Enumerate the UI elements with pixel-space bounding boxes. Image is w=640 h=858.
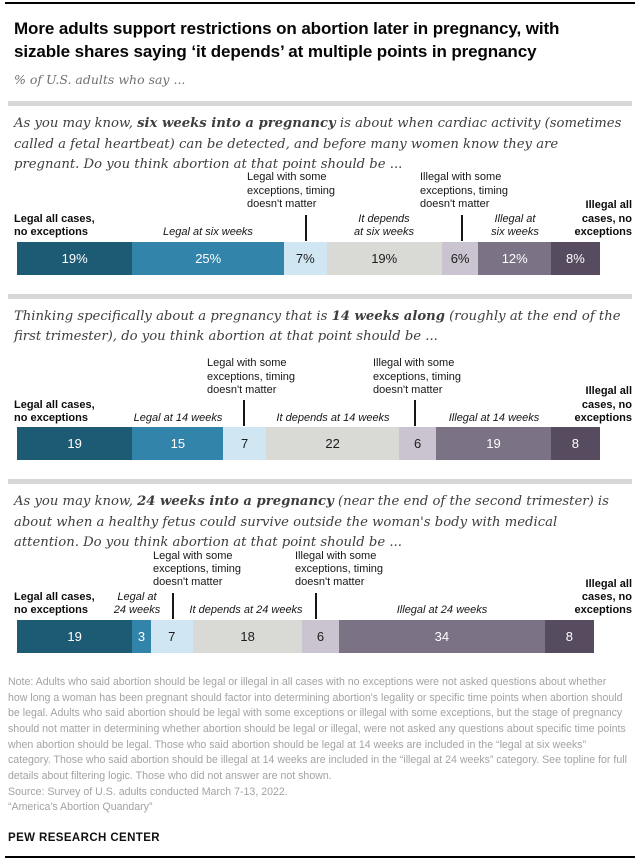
bar-segment: [151, 620, 193, 653]
label-line: Legal all cases,: [14, 398, 95, 411]
bar-segment: [132, 620, 150, 653]
bar-segment: [132, 242, 284, 275]
label-line: exceptions, timing: [420, 184, 509, 197]
label-line: It depends at 24 weeks: [189, 604, 303, 617]
question-section: [0, 294, 640, 461]
bar-category-label: [163, 226, 253, 239]
report-title-text: “America's Abortion Quandary”: [8, 801, 153, 814]
label-line: doesn't matter: [207, 384, 277, 397]
bar-category-label: [373, 357, 461, 397]
label-line: Illegal at 24 weeks: [396, 604, 488, 617]
segment-value: 25%: [195, 250, 222, 266]
label-line: no exceptions: [14, 604, 88, 617]
label-pointer-tick: [305, 215, 307, 241]
bar-category-label: [247, 171, 335, 211]
question-fragment: As you may know,: [14, 116, 138, 132]
bar-category-label: [295, 550, 383, 590]
segment-value: 6: [413, 436, 422, 452]
chart-sections: [0, 101, 640, 653]
bar-category-label: [575, 578, 632, 618]
label-line: six weeks: [491, 226, 539, 239]
segment-value: 8: [571, 436, 580, 452]
bar-segment: [17, 427, 132, 460]
label-line: Legal with some: [207, 357, 287, 370]
bar-category-label: [420, 171, 508, 211]
stacked-bar: [17, 242, 640, 275]
bar-category-label: [575, 199, 632, 239]
bar-category-label: [114, 591, 160, 618]
label-line: Illegal with some: [295, 549, 377, 562]
segment-value: 6: [316, 628, 325, 644]
label-line: Legal with some: [247, 171, 327, 184]
bar-category-label: [276, 412, 389, 425]
label-line: Illegal with some: [420, 171, 502, 184]
label-line: Illegal at 14 weeks: [448, 412, 540, 425]
bar-category-label: [189, 604, 302, 617]
label-line: Illegal all: [585, 199, 632, 212]
chart-subtitle: % of U.S. adults who say ...: [14, 72, 186, 88]
label-pointer-tick: [461, 215, 463, 241]
bar-segment: [478, 242, 551, 275]
label-line: exceptions, timing: [373, 370, 462, 383]
bar-label-area: [0, 549, 640, 620]
label-line: Illegal at: [494, 212, 536, 225]
section-divider: [8, 101, 632, 106]
question-fragment: (roughly at the end of the first trimester), do you think abortion at that point should be ...: [14, 308, 621, 345]
note-text: Note: Adults who said abortion should be legal or illegal in all cases with no exceptions were not asked questions about whether how long a woman has been pregnant should factor into determining abortion's legality or specific time points when abortion should be legal. Adults who said abortion should be legal with some exceptions or illegal with some exceptions, but the stage of pregnancy should not matter in determining whether abortion should be legal or illegal, were not asked any questions about specific time points when abortion should be legal. Those who said abortion should be legal at 14 weeks are included in the “legal at six weeks” category. Those who said abortion should be illegal at 14 weeks are included in the “illegal at 24 weeks” category. See topline for full details about filtering logic. Those who did not answer are not shown.: [8, 675, 627, 782]
question-fragment: (near the end of the second trimester) is about when a healthy fetus could survive outside the woman's body with medical attention. Do you think abortion at that point should be ...: [14, 494, 609, 551]
bar-category-label: [14, 591, 95, 618]
label-line: doesn't matter: [420, 198, 490, 211]
label-line: exceptions: [574, 226, 632, 239]
bar-category-label: [397, 604, 488, 617]
segment-value: 6%: [450, 250, 470, 266]
segment-value: 7%: [295, 250, 315, 266]
label-line: exceptions: [574, 412, 632, 425]
bar-label-area: [0, 347, 640, 427]
notes-block: [8, 675, 628, 816]
segment-value: 8: [565, 628, 573, 644]
bar-label-area: [0, 171, 640, 242]
label-line: Legal with some: [153, 549, 233, 562]
label-line: exceptions, timing: [295, 563, 384, 576]
question-section: [0, 101, 640, 274]
bar-segment: [17, 242, 132, 275]
bar-segment: [132, 427, 223, 460]
segment-value: 8%: [566, 250, 585, 266]
bar-category-label: [153, 550, 241, 590]
bar-segment: [302, 620, 338, 653]
label-line: Legal at 14 weeks: [133, 412, 223, 425]
bar-segment: [17, 620, 132, 653]
question-fragment: As you may know,: [14, 494, 138, 510]
label-line: doesn't matter: [153, 576, 223, 589]
question-emphasis: 14 weeks along: [331, 308, 445, 324]
survey-question-text: [14, 492, 622, 553]
label-line: cases, no: [581, 212, 632, 225]
label-line: cases, no: [581, 591, 632, 604]
bar-segment: [551, 242, 600, 275]
bar-segment: [442, 242, 478, 275]
bar-category-label: [449, 412, 540, 425]
bar-segment: [327, 242, 442, 275]
label-pointer-tick: [414, 400, 416, 426]
bar-segment: [436, 427, 551, 460]
bar-category-label: [575, 385, 632, 425]
label-line: cases, no: [581, 398, 632, 411]
segment-value: 18: [240, 628, 255, 644]
question-section: [0, 479, 640, 652]
label-line: Illegal all: [585, 385, 632, 398]
label-line: Legal at six weeks: [163, 226, 253, 239]
source-text: Source: Survey of U.S. adults conducted March 7-13, 2022.: [8, 785, 288, 798]
segment-value: 19: [67, 436, 82, 452]
footer-brand: PEW RESEARCH CENTER: [8, 831, 161, 844]
survey-question-text: [14, 307, 622, 348]
bar-category-label: [14, 399, 95, 426]
bar-category-label: [354, 213, 414, 240]
question-fragment: Thinking specifically about a pregnancy that is: [14, 308, 332, 324]
label-line: exceptions: [574, 604, 632, 617]
label-line: Legal all cases,: [14, 212, 95, 225]
stacked-bar: [17, 620, 640, 653]
survey-question-text: [14, 114, 622, 175]
label-line: Legal all cases,: [14, 591, 95, 604]
label-line: at six weeks: [354, 226, 414, 239]
bar-segment: [339, 620, 545, 653]
segment-value: 19%: [61, 250, 88, 266]
label-line: Illegal all: [585, 577, 632, 590]
segment-value: 12%: [501, 250, 528, 266]
label-pointer-tick: [172, 593, 174, 619]
label-line: exceptions, timing: [207, 370, 296, 383]
label-line: It depends at 14 weeks: [276, 412, 390, 425]
question-emphasis: 24 weeks into a pregnancy: [137, 494, 334, 510]
label-line: exceptions, timing: [153, 563, 242, 576]
bar-category-label: [134, 412, 223, 425]
segment-value: 7: [168, 628, 176, 644]
bar-category-label: [207, 357, 295, 397]
top-rule: [5, 2, 635, 4]
label-line: doesn't matter: [295, 576, 365, 589]
question-fragment: is about when cardiac activity (sometimes called a fetal heartbeat) can be detected, and before many women know they are pregnant. Do you think abortion at that point should be ...: [14, 116, 622, 173]
stacked-bar: [17, 427, 640, 460]
section-divider: [8, 294, 632, 299]
label-line: It depends: [358, 212, 410, 225]
chart-card: [0, 2, 640, 858]
label-line: Illegal with some: [373, 357, 455, 370]
bar-segment: [399, 427, 435, 460]
segment-value: 22: [325, 436, 340, 452]
label-line: doesn't matter: [247, 198, 317, 211]
bar-segment: [551, 427, 600, 460]
segment-value: 7: [241, 436, 249, 452]
bar-segment: [545, 620, 594, 653]
label-line: Legal at: [117, 591, 157, 604]
label-line: no exceptions: [14, 412, 88, 425]
label-line: exceptions, timing: [247, 184, 336, 197]
segment-value: 15: [170, 436, 186, 452]
label-pointer-tick: [315, 593, 317, 619]
bar-category-label: [14, 213, 95, 240]
bar-segment: [223, 427, 265, 460]
label-pointer-tick: [243, 400, 245, 426]
section-divider: [8, 479, 632, 484]
bar-category-label: [491, 213, 539, 240]
bar-segment: [284, 242, 326, 275]
segment-value: 3: [137, 628, 146, 644]
segment-value: 19: [67, 628, 82, 644]
bar-segment: [193, 620, 302, 653]
segment-value: 34: [434, 628, 450, 644]
segment-value: 19%: [371, 250, 398, 266]
label-line: doesn't matter: [373, 384, 443, 397]
segment-value: 19: [486, 436, 501, 452]
chart-title: More adults support restrictions on abortion later in pregnancy, with sizable shares saying ‘it depends’ at multiple points in pregnancy: [14, 19, 560, 61]
label-line: no exceptions: [14, 226, 88, 239]
label-line: 24 weeks: [113, 604, 161, 617]
question-emphasis: six weeks into a pregnancy: [137, 116, 336, 132]
bar-segment: [266, 427, 400, 460]
